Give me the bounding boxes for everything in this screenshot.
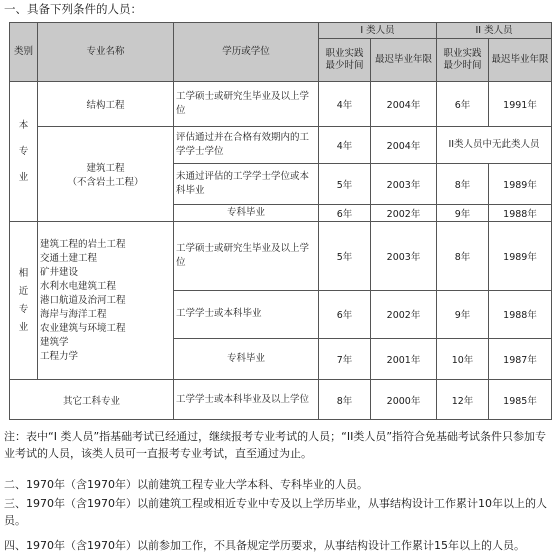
class1-grad-cell: 2001年: [371, 338, 437, 380]
degree-cell: 工学学士或本科毕业: [174, 291, 319, 339]
class1-years-cell: 4年: [319, 126, 371, 163]
header-major: 专业名称: [38, 23, 174, 82]
major-related-item: 交通土建工程: [40, 252, 98, 264]
class2-years-cell: 8年: [437, 164, 489, 205]
category-cell-ben: 本 专 业: [10, 82, 38, 222]
major-related-item: 建筑工程的岩土工程: [40, 238, 126, 250]
class1-years-cell: 5年: [319, 164, 371, 205]
class1-years-cell: 6年: [319, 204, 371, 222]
class1-grad-cell: 2004年: [371, 126, 437, 163]
class2-years-cell: 12年: [437, 380, 489, 420]
degree-cell: 工学硕士或研究生毕业及以上学位: [174, 82, 319, 127]
degree-cell: 工学硕士或研究生毕业及以上学位: [174, 222, 319, 291]
table-note: 注：表中“I 类人员”指基础考试已经通过，继续报考专业考试的人员；“II类人员”指符合免基础考试条件只参加专业考试的人员，该类人员可一直报考专业考试，直至通过为止。: [4, 430, 547, 460]
major-related-item: 水利水电建筑工程: [40, 280, 117, 292]
class1-grad-cell: 2003年: [371, 164, 437, 205]
table-row: [10, 222, 552, 291]
paragraph-2: 二、1970年（含1970年）以前建筑工程专业大学本科、专科毕业的人员。: [4, 478, 368, 491]
major-related-item: 港口航道及治河工程: [40, 294, 126, 306]
major-related-item: 建筑学: [40, 336, 69, 348]
class1-years-cell: 7年: [319, 338, 371, 380]
class1-years-cell: 4年: [319, 82, 371, 127]
table-row: [10, 126, 552, 163]
class2-grad-cell: 1989年: [489, 222, 552, 291]
class2-grad-cell: 1988年: [489, 204, 552, 222]
class2-grad-cell: 1991年: [489, 82, 552, 127]
class1-years-cell: 6年: [319, 291, 371, 339]
class1-grad-cell: 2002年: [371, 291, 437, 339]
class2-none-cell: II类人员中无此类人员: [437, 126, 552, 163]
class2-grad-cell: 1985年: [489, 380, 552, 420]
class1-grad-cell: 2000年: [371, 380, 437, 420]
header-class2-grad: 最迟毕业年限: [489, 39, 552, 82]
class2-grad-cell: 1988年: [489, 291, 552, 339]
header-class2-years: 职业实践最少时间: [437, 39, 489, 82]
class2-grad-cell: 1989年: [489, 164, 552, 205]
paragraph-3: 三、1970年（含1970年）以前建筑工程或相近专业中专及以上学历毕业，从事结构设计工作累计10年以上的人员。: [4, 497, 547, 527]
header-class1-grad: 最迟毕业年限: [371, 39, 437, 82]
degree-cell: 未通过评估的工学学士学位或本科毕业: [174, 164, 319, 205]
degree-cell: 评估通过并在合格有效期内的工学学士学位: [174, 126, 319, 163]
major-related-item: 矿井建设: [40, 266, 79, 278]
class2-years-cell: 6年: [437, 82, 489, 127]
major-arch-note: （不含岩土工程）: [67, 177, 144, 189]
header-category: 类别: [10, 23, 38, 82]
table-row: [10, 380, 552, 420]
header-degree: 学历或学位: [174, 23, 319, 82]
major-struct: 结构工程: [38, 82, 174, 127]
major-related-item: 工程力学: [40, 350, 79, 362]
class1-grad-cell: 2004年: [371, 82, 437, 127]
paragraph-4: 四、1970年（含1970年）以前参加工作，不具备规定学历要求，从事结构设计工作累计15年以上的人员。: [4, 539, 525, 552]
class2-years-cell: 8年: [437, 222, 489, 291]
major-arch: 建筑工程: [86, 163, 125, 175]
major-related-list: [38, 222, 174, 380]
category-cell-xiangjin: 相 近 专 业: [10, 222, 38, 380]
class2-years-cell: 9年: [437, 291, 489, 339]
class1-years-cell: 5年: [319, 222, 371, 291]
header-group-class2: II 类人员: [437, 23, 552, 39]
degree-cell: 专科毕业: [174, 338, 319, 380]
major-related-item: 海岸与海洋工程: [40, 308, 107, 320]
class2-years-cell: 9年: [437, 204, 489, 222]
class1-grad-cell: 2003年: [371, 222, 437, 291]
class1-grad-cell: 2002年: [371, 204, 437, 222]
class2-grad-cell: 1987年: [489, 338, 552, 380]
major-arch-cell: [38, 126, 174, 222]
qualification-table: [9, 22, 552, 420]
header-class1-years: 职业实践最少时间: [319, 39, 371, 82]
major-related-item: 农业建筑与环境工程: [40, 322, 126, 334]
degree-cell: 工学学士或本科毕业及以上学位: [174, 380, 319, 420]
table-row: [10, 82, 552, 127]
major-other: 其它工科专业: [10, 380, 174, 420]
section-heading: 一、具备下列条件的人员：: [4, 2, 142, 16]
degree-cell: 专科毕业: [174, 204, 319, 222]
class2-years-cell: 10年: [437, 338, 489, 380]
class1-years-cell: 8年: [319, 380, 371, 420]
header-group-class1: I 类人员: [319, 23, 437, 39]
